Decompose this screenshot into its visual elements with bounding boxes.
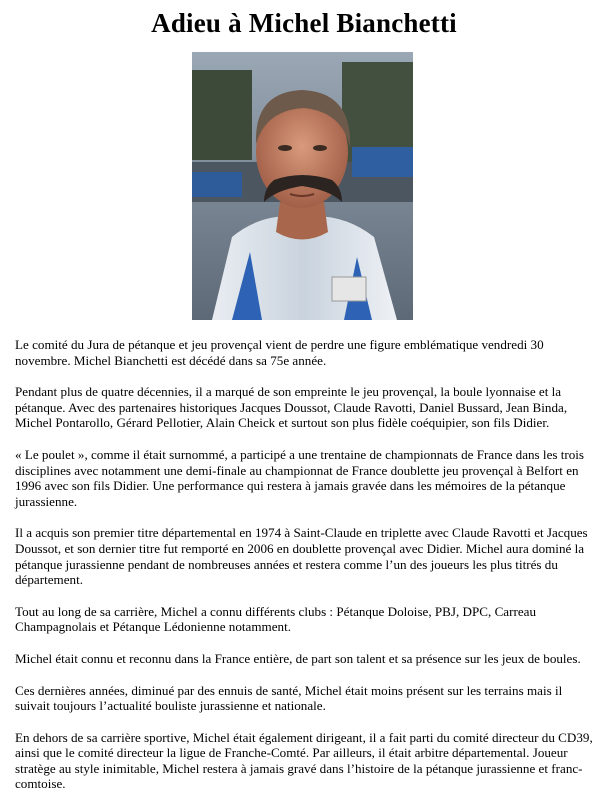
paragraph: Michel était connu et reconnu dans la France entière, de part son talent et sa présence sur les jeux de boules. <box>15 650 581 666</box>
paragraph: Tout au long de sa carrière, Michel a connu différents clubs : Pétanque Doloise, PBJ, DPC, Carreau Champagnolais et Pétanque Lédonienne notamment. <box>15 603 537 635</box>
article-body <box>15 337 600 808</box>
paragraph: « Le poulet », comme il était surnommé, a participé a une trentaine de championnats de France dans les trois disciplines avec notamment une demi-finale au championnat de France doublette jeu provençal à Belfort en 1996 avec son fils Didier. Une performance qui restera à jamais gravée dans les mémoires de la pétanque jurassienne. <box>15 446 585 509</box>
paragraph: Il a acquis son premier titre départemental en 1974 à Saint-Claude en triplette avec Claude Ravotti et Jacques Doussot, et son dernier titre fut remporté en 2006 en doublette provençal avec Didier. Michel aura dominé la pétanque jurassienne pendant de nombreuses années et restera comme l’un des joueurs les plus titrés du département. <box>15 525 588 588</box>
page-title: Adieu à Michel Bianchetti <box>151 8 457 38</box>
paragraph: En dehors de sa carrière sportive, Michel était également dirigeant, il a fait parti du comité directeur du CD39, ainsi que le comité directeur la ligue de Franche-Comté. Par ailleurs, il était arbitre départemental. Joueur stratège au style inimitable, Michel restera à jamais gravé dans l’histoire de la pétanque jurassienne et franc-comtoise. <box>15 729 593 792</box>
paragraph: Le comité du Jura de pétanque et jeu provençal vient de perdre une figure emblématique vendredi 30 novembre. Michel Bianchetti est décédé dans sa 75e année. <box>15 337 544 368</box>
paragraph: Ces dernières années, diminué par des ennuis de santé, Michel était moins présent sur les terrains mais il suivait toujours l’actualité bouliste jurassienne et nationale. <box>15 682 563 714</box>
portrait-photo-icon <box>192 52 413 320</box>
portrait-photo <box>192 52 413 320</box>
paragraph: Pendant plus de quatre décennies, il a marqué de son empreinte le jeu provençal, la boule lyonnaise et la pétanque. Avec des partenaires historiques Jacques Doussot, Claude Ravotti, Daniel Bussard, Jean Binda, Michel Pontarollo, Gérard Pellotier, Alain Cheick et surtout son plus fidèle coéquipier, son fils Didier. <box>15 384 568 431</box>
